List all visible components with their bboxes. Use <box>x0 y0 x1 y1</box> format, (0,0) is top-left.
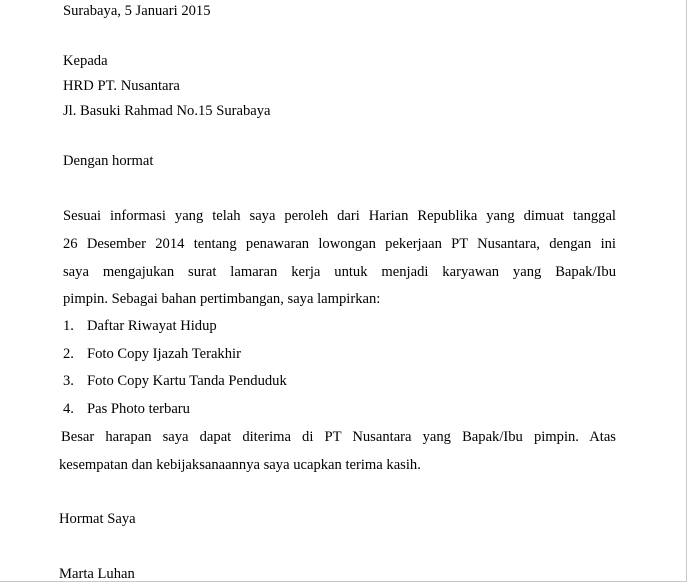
recipient-name: HRD PT. Nusantara <box>63 78 180 94</box>
attachment-item <box>63 400 190 418</box>
signoff-name: Marta Luhan <box>59 566 135 582</box>
attachment-item <box>63 372 287 390</box>
recipient-address: Jl. Basuki Rahmad No.15 Surabaya <box>63 103 271 119</box>
attachment-item <box>63 317 217 335</box>
attachment-number: 2. <box>63 346 74 362</box>
attachment-item <box>63 345 241 363</box>
attachment-text: Daftar Riwayat Hidup <box>87 318 217 334</box>
paragraph-line-1: Sesuai informasi yang telah saya peroleh dari Harian Republika yang dimuat tanggal <box>63 208 616 224</box>
closing-line-1: Besar harapan saya dapat diterima di PT Nusantara yang Bapak/Ibu pimpin. Atas <box>61 429 616 445</box>
attachment-number: 1. <box>63 318 74 334</box>
place-date: Surabaya, 5 Januari 2015 <box>63 3 211 19</box>
attachment-number: 4. <box>63 401 74 417</box>
closing-line-2: kesempatan dan kebijaksanaannya saya ucapkan terima kasih. <box>59 457 421 473</box>
attachment-text: Foto Copy Ijazah Terakhir <box>87 346 241 362</box>
attachment-number: 3. <box>63 373 74 389</box>
paragraph-line-4: pimpin. Sebagai bahan pertimbangan, saya lampirkan: <box>63 291 381 307</box>
greeting: Dengan hormat <box>63 153 154 169</box>
attachment-text: Pas Photo terbaru <box>87 401 190 417</box>
signoff-salutation: Hormat Saya <box>59 511 136 527</box>
recipient-to: Kepada <box>63 53 108 69</box>
paragraph-line-3: saya mengajukan surat lamaran kerja untuk menjadi karyawan yang Bapak/Ibu <box>63 264 616 280</box>
attachment-text: Foto Copy Kartu Tanda Penduduk <box>87 373 287 389</box>
paragraph-line-2: 26 Desember 2014 tentang penawaran lowongan pekerjaan PT Nusantara, dengan ini <box>63 236 616 252</box>
